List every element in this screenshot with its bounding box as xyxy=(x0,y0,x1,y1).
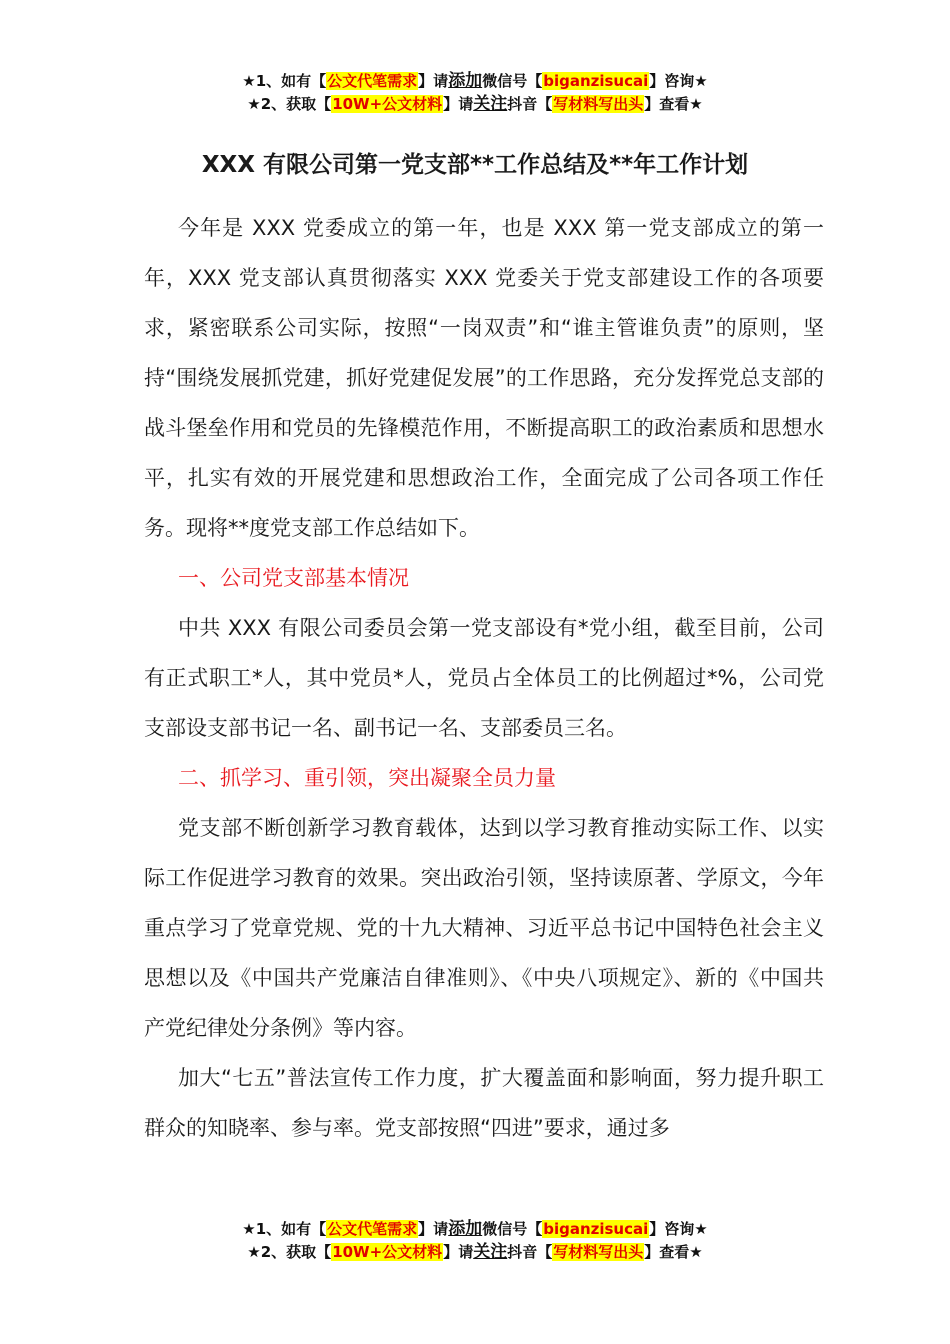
banner-text: 】查看★ xyxy=(644,95,703,113)
banner-emphasis: 关注 xyxy=(473,1242,508,1262)
banner-line-2 xyxy=(0,93,950,116)
document-body xyxy=(144,203,824,1153)
banner-text: 】请 xyxy=(443,95,474,113)
banner-emphasis: 关注 xyxy=(473,94,508,114)
paragraph-basic-info: 中共 XXX 有限公司委员会第一党支部设有*党小组，截至目前，公司有正式职工*人，其中党员*人，党员占全体员工的比例超过*%，公司党支部设支部书记一名、副书记一名、支部委员三名。 xyxy=(144,616,824,740)
banner-text: 抖音【 xyxy=(507,1243,553,1261)
banner-text: 】请 xyxy=(443,1243,474,1261)
banner-line-2 xyxy=(0,1241,950,1264)
footer-banner xyxy=(0,1218,950,1264)
banner-text: ★2、获取【 xyxy=(247,1243,332,1261)
banner-emphasis: 添加 xyxy=(448,1219,483,1239)
banner-highlight: 写材料写出头 xyxy=(553,95,644,113)
banner-text: 抖音【 xyxy=(507,95,553,113)
banner-text: 】咨询★ xyxy=(649,72,708,90)
banner-text: ★1、如有【 xyxy=(242,72,327,90)
banner-text: ★2、获取【 xyxy=(247,95,332,113)
section-heading-1: 一、公司党支部基本情况 xyxy=(178,566,409,590)
banner-highlight: 公文代笔需求 xyxy=(327,1220,418,1238)
document-title: XXX 有限公司第一党支部**工作总结及**年工作计划 xyxy=(201,152,749,178)
banner-text: ★1、如有【 xyxy=(242,1220,327,1238)
banner-highlight: biganzisucai xyxy=(543,1220,649,1238)
banner-line-1 xyxy=(0,1218,950,1241)
banner-text: 】请 xyxy=(418,72,449,90)
paragraph-study: 党支部不断创新学习教育载体，达到以学习教育推动实际工作、以实际工作促进学习教育的效果。突出政治引领，坚持读原著、学原文，今年重点学习了党章党规、党的十九大精神、习近平总书记中国特色社会主义思想以及《中国共产党廉洁自律准则》、《中央八项规定》、新的《中国共产党纪律处分条例》等内容。 xyxy=(144,816,824,1040)
banner-highlight: 10W+公文材料 xyxy=(332,95,443,113)
banner-text: 】咨询★ xyxy=(649,1220,708,1238)
banner-emphasis: 添加 xyxy=(448,71,483,91)
banner-highlight: 公文代笔需求 xyxy=(327,72,418,90)
paragraph-intro: 今年是 XXX 党委成立的第一年，也是 XXX 第一党支部成立的第一年，XXX 党支部认真贯彻落实 XXX 党委关于党支部建设工作的各项要求，紧密联系公司实际，按照“一岗双责”和“谁主管谁负责”的原则，坚持“围绕发展抓党建，抓好党建促发展”的工作思路，充分发挥党总支部的战斗堡垒作用和党员的先锋模范作用，不断提高职工的政治素质和思想水平，扎实有效的开展党建和思想政治工作，全面完成了公司各项工作任务。现将**度党支部工作总结如下。 xyxy=(144,216,824,540)
banner-highlight: 10W+公文材料 xyxy=(332,1243,443,1261)
banner-highlight: biganzisucai xyxy=(543,72,649,90)
section-heading-2: 二、抓学习、重引领，突出凝聚全员力量 xyxy=(178,766,556,790)
header-banner xyxy=(0,70,950,116)
paragraph-law-education: 加大“七五”普法宣传工作力度，扩大覆盖面和影响面，努力提升职工群众的知晓率、参与率。党支部按照“四进”要求，通过多 xyxy=(144,1066,824,1140)
banner-highlight: 写材料写出头 xyxy=(553,1243,644,1261)
banner-text: 】请 xyxy=(418,1220,449,1238)
banner-text: 微信号【 xyxy=(482,72,543,90)
banner-line-1 xyxy=(0,70,950,93)
banner-text: 】查看★ xyxy=(644,1243,703,1261)
banner-text: 微信号【 xyxy=(482,1220,543,1238)
